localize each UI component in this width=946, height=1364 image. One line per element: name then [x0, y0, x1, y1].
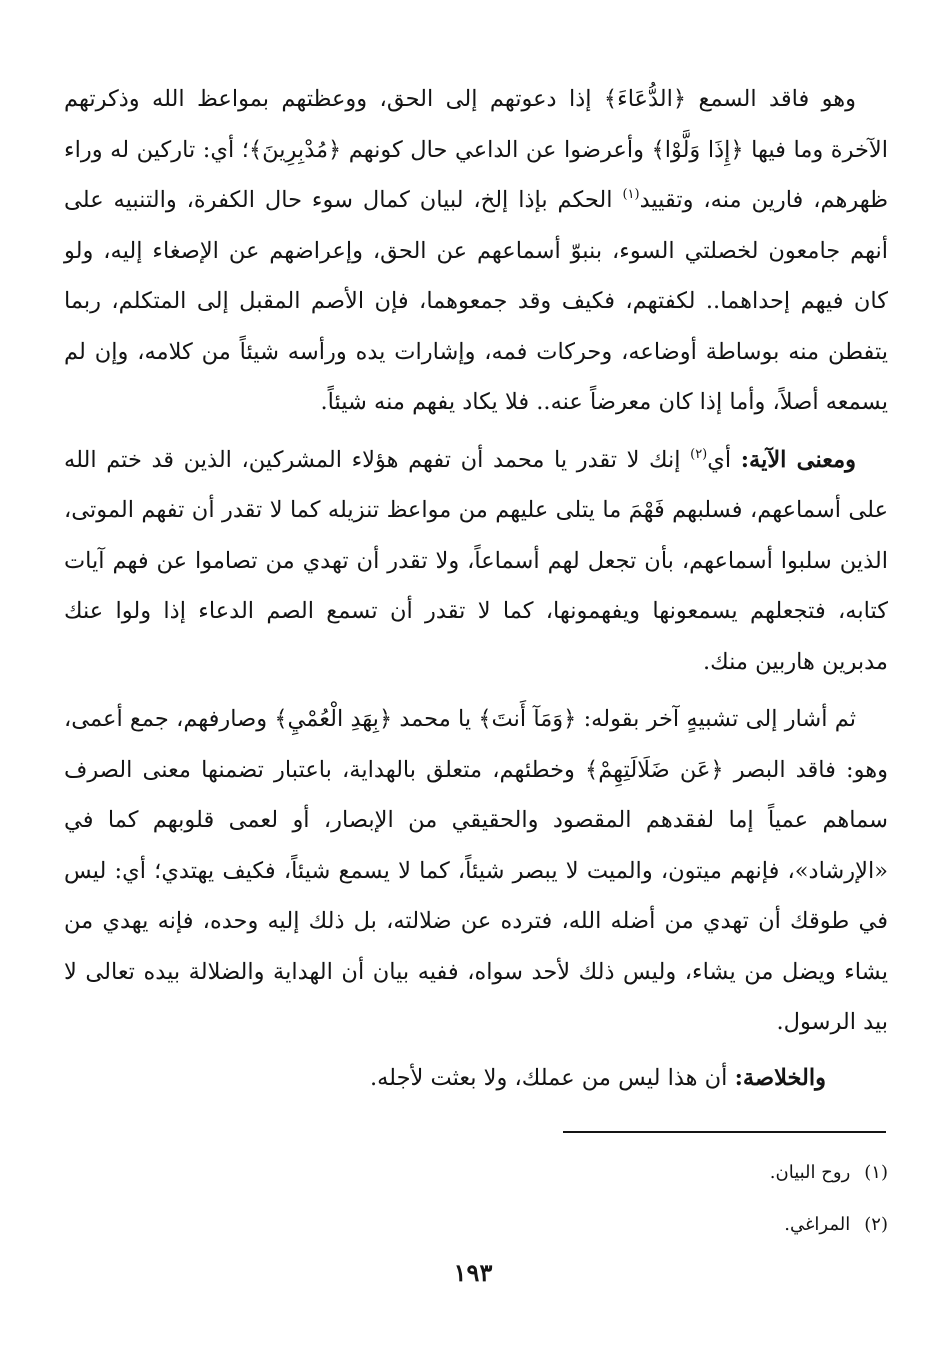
footnote-2: [488, 1199, 888, 1251]
footnote-divider: [563, 1131, 886, 1133]
paragraph-1: [64, 74, 888, 428]
paragraph-3-text: ثم أشار إلى تشبيهٍ آخر بقوله: ﴿وَمَآ أَنتَ﴾ يا محمد ﴿بِهَدِ الْعُمْيِ﴾ وصارفهم، جمع أعمى، وهو: فاقد البصر ﴿عَن ضَلَالَتِهِمْ﴾ وخطئهم، متعلق بالهداية، باعتبار تضمنها معنى الصرف سماهم عمياً إما لفقدهم المقصود والحقيقي من الإبصار، أو لعمى قلوبهم كما في «الإرشاد»، فإنهم ميتون، والميت لا يبصر شيئاً، كما لا يسمع شيئاً، فكيف يهتدي؛ أي: ليس في طوقك أن تهدي من أضله الله، فترده عن ضلالته، بل ذلك إليه وحده، فإنه يهدي من يشاء ويضل من يشاء، وليس ذلك لأحد سواه، ففيه بيان أن الهداية والضلالة بيده تعالى لا بيد الرسول.: [64, 706, 888, 1035]
footnote-ref-2: (٢): [690, 446, 708, 462]
conclusion-lead: والخلاصة:: [734, 1064, 826, 1091]
paragraph-2-continuation: إنك لا تقدر يا محمد أن تفهم هؤلاء المشركين، الذين قد ختم الله على أسماعهم، فسلبهم فَهْمَ ما يتلى عليهم من مواعظ تنزيله كما لا تقدر أن تفهم الموتى، الذين سلبوا أسماعهم، بأن تجعل لهم أسماعاً، ولا تقدر أن تهدي من تصاموا عن فهم آيات كتابه، فتجعلهم يسمعونها ويفهمونها، كما لا تقدر أن تسمع الصم الدعاء إذا ولوا عنك مدبرين هاربين منك.: [64, 446, 888, 675]
paragraph-1-text: وهو فاقد السمع ﴿الدُّعَاءَ﴾ إذا دعوتهم إلى الحق، ووعظتهم بمواعظ الله وذكرتهم الآخرة وما فيها ﴿إِذَا وَلَّوْا﴾ وأعرضوا عن الداعي حال كونهم ﴿مُدْبِرِينَ﴾؛ أي: تاركين له وراء ظهرهم، فارين منه، وتقييد: [64, 86, 889, 213]
conclusion-text: أن هذا ليس من عملك، ولا بعثت لأجله.: [369, 1064, 735, 1091]
paragraph-3: [64, 694, 888, 1048]
main-text: [64, 74, 888, 1103]
footnote-1-number: (١): [864, 1162, 888, 1183]
page-number: ١٩٣: [453, 1258, 493, 1287]
paragraph-2-lead: ومعنى الآية:: [740, 446, 857, 473]
paragraph-2-text: أي: [707, 446, 741, 473]
footnote-1: [488, 1147, 888, 1199]
paragraph-2: [64, 435, 888, 688]
footnote-2-text: المراغي.: [784, 1214, 851, 1235]
conclusion-paragraph: [64, 1053, 888, 1104]
footnote-1-text: روح البيان.: [769, 1162, 851, 1183]
footnotes: [488, 1147, 888, 1251]
footnote-2-number: (٢): [864, 1214, 888, 1235]
paragraph-1-continuation: الحكم بإذا إلخ، لبيان كمال سوء حال الكفرة، والتنبيه على أنهم جامعون لخصلتي السوء، بنبوّ أسماعهم عن الحق، وإعراضهم عن الإصغاء إليه، ولو كان فيهم إحداهما.. لكفتهم، فكيف وقد جمعوهما، فإن الأصم المقبل إلى المتكلم، ربما يتفطن منه بوساطة أوضاعه، وحركات فمه، وإشارات يده ورأسه شيئاً من كلامه، وإن لم يسمعه أصلاً، وأما إذا كان معرضاً عنه.. فلا يكاد يفهم منه شيئاً.: [64, 187, 888, 415]
footnote-ref-1: (١): [622, 187, 640, 202]
